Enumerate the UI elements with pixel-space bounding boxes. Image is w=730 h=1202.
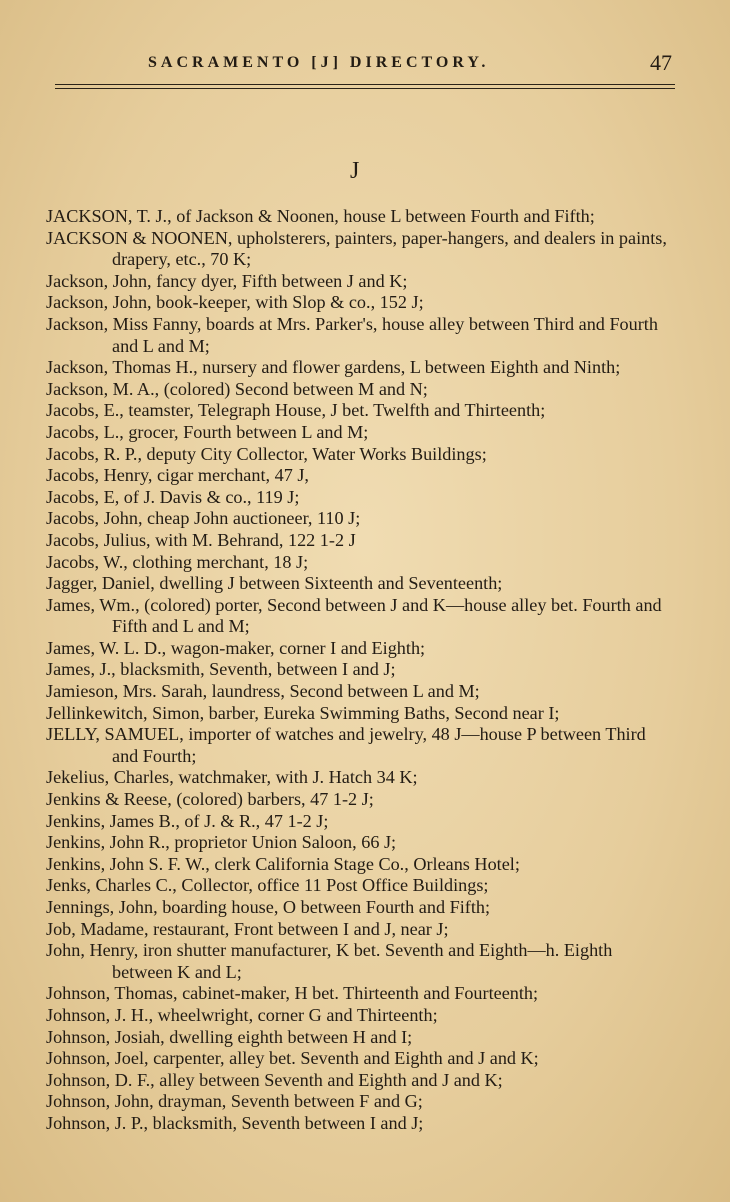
directory-entry: Jacobs, W., clothing merchant, 18 J;	[46, 551, 309, 572]
directory-entry: James, W. L. D., wagon-maker, corner I and Eighth;	[46, 637, 426, 658]
directory-entry: Jacobs, L., grocer, Fourth between L and M;	[46, 421, 369, 442]
directory-entry: Jackson, Thomas H., nursery and flower gardens, L between Eighth and Ninth;	[46, 357, 621, 378]
directory-entry: Jacobs, Henry, cigar merchant, 47 J,	[46, 465, 309, 486]
page-header	[148, 50, 678, 78]
directory-entry: Johnson, J. H., wheelwright, corner G and Thirteenth;	[46, 1004, 438, 1025]
directory-entry: James, J., blacksmith, Seventh, between I and J;	[46, 659, 396, 680]
section-letter: J	[350, 158, 360, 184]
directory-entry: Johnson, Josiah, dwelling eighth between H and I;	[46, 1026, 413, 1047]
directory-entry: JELLY, SAMUEL, importer of watches and jewelry, 48 J—house P between Third and Fourth;	[46, 724, 646, 766]
directory-entry: Jenks, Charles C., Collector, office 11 Post Office Buildings;	[46, 875, 489, 896]
directory-entry: Jekelius, Charles, watchmaker, with J. Hatch 34 K;	[46, 767, 418, 788]
directory-entry: Jenkins, John S. F. W., clerk California Stage Co., Orleans Hotel;	[46, 853, 520, 874]
directory-entry: Johnson, J. P., blacksmith, Seventh between I and J;	[46, 1112, 424, 1133]
directory-entry: Jenkins, John R., proprietor Union Saloon, 66 J;	[46, 832, 397, 853]
directory-entry: Jacobs, Julius, with M. Behrand, 122 1-2 J	[46, 529, 356, 550]
directory-entry: Jacobs, E, of J. Davis & co., 119 J;	[46, 486, 300, 507]
directory-entry: Job, Madame, restaurant, Front between I and J, near J;	[46, 918, 449, 939]
directory-entry: Jellinkewitch, Simon, barber, Eureka Swimming Baths, Second near I;	[46, 702, 560, 723]
page-number: 47	[650, 50, 672, 75]
directory-entry: Johnson, D. F., alley between Seventh and Eighth and J and K;	[46, 1069, 503, 1090]
directory-entry: Jacobs, E., teamster, Telegraph House, J bet. Twelfth and Thirteenth;	[46, 400, 546, 421]
directory-entry: Jacobs, R. P., deputy City Collector, Water Works Buildings;	[46, 443, 487, 464]
directory-entry: JACKSON & NOONEN, upholsterers, painters, paper-hangers, and dealers in paints, drapery, etc., 70 K;	[46, 227, 667, 270]
directory-entry: Jackson, John, book-keeper, with Slop & co., 152 J;	[46, 292, 424, 313]
directory-entry: Jagger, Daniel, dwelling J between Sixteenth and Seventeenth;	[46, 573, 503, 594]
directory-entry: Jenkins, James B., of J. & R., 47 1-2 J;	[46, 810, 329, 831]
directory-entry: Jacobs, John, cheap John auctioneer, 110 J;	[46, 508, 361, 529]
directory-entry: Jenkins & Reese, (colored) barbers, 47 1-2 J;	[46, 789, 374, 810]
directory-entry: Johnson, John, drayman, Seventh between F and G;	[46, 1091, 423, 1112]
directory-entry: Jamieson, Mrs. Sarah, laundress, Second between L and M;	[46, 681, 480, 702]
directory-entry: Johnson, Thomas, cabinet-maker, H bet. Thirteenth and Fourteenth;	[46, 983, 539, 1004]
directory-entry: Jackson, M. A., (colored) Second between M and N;	[46, 378, 428, 399]
directory-entry: JACKSON, T. J., of Jackson & Noonen, house L between Fourth and Fifth;	[46, 206, 595, 226]
directory-entry: Jackson, Miss Fanny, boards at Mrs. Parker's, house alley between Third and Fourth and L and M;	[46, 313, 658, 356]
directory-entry: John, Henry, iron shutter manufacturer, K bet. Seventh and Eighth—h. Eighth between K and L;	[46, 940, 613, 982]
directory-entries	[46, 206, 676, 1135]
header-rule-bottom	[55, 88, 675, 89]
directory-entry: Jennings, John, boarding house, O between Fourth and Fifth;	[46, 897, 491, 917]
directory-entry: James, Wm., (colored) porter, Second between J and K—house alley bet. Fourth and Fifth and L and M;	[46, 594, 662, 637]
running-head: SACRAMENTO [J] DIRECTORY.	[148, 54, 490, 71]
header-rule-top	[55, 84, 675, 85]
directory-entry: Johnson, Joel, carpenter, alley bet. Seventh and Eighth and J and K;	[46, 1048, 539, 1069]
directory-entry: Jackson, John, fancy dyer, Fifth between J and K;	[46, 270, 408, 291]
